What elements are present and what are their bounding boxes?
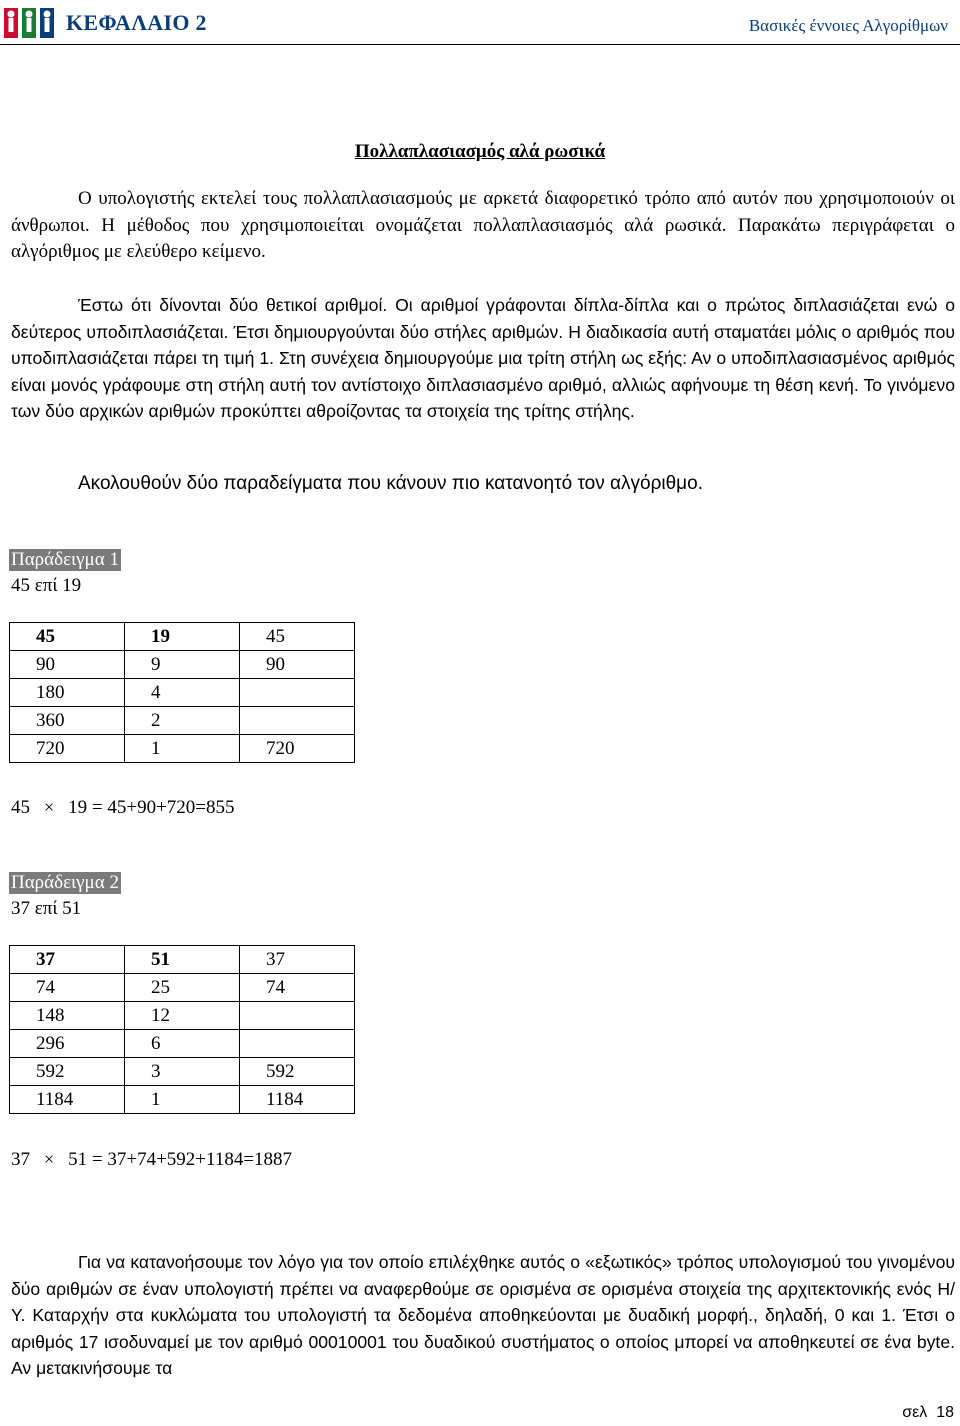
table-cell: 592 bbox=[240, 1058, 355, 1086]
times-icon: × bbox=[44, 797, 55, 817]
table-cell: 37 bbox=[10, 946, 125, 974]
table-cell: 3 bbox=[125, 1058, 240, 1086]
school-logo-icon bbox=[2, 6, 56, 40]
examples-intro: Ακολουθούν δύο παραδείγματα που κάνουν πιο κατανοητό τον αλγόριθμο. bbox=[78, 473, 703, 494]
table-cell bbox=[240, 1030, 355, 1058]
table-row bbox=[10, 1002, 355, 1030]
section-title: Βασικές έννοιες Αλγορίθμων bbox=[748, 16, 948, 35]
table-cell: 1184 bbox=[240, 1086, 355, 1114]
table-cell: 148 bbox=[10, 1002, 125, 1030]
table-cell bbox=[240, 679, 355, 707]
table-cell: 1184 bbox=[10, 1086, 125, 1114]
table-cell: 180 bbox=[10, 679, 125, 707]
intro-paragraph: Ο υπολογιστής εκτελεί τους πολλαπλασιασμούς με αρκετά διαφορετικό τρόπο από αυτόν που χρησιμοποιούν οι άνθρωποι. Η μέθοδος που χρησιμοποιείται ονομάζεται πολλαπλασιασμός αλά ρωσικά. Παρακάτω περιγράφεται ο αλγόριθμος με ελεύθερο κείμενο. bbox=[11, 188, 955, 262]
example-2-table bbox=[9, 945, 355, 1114]
page-number bbox=[902, 1404, 954, 1422]
table-cell: 74 bbox=[240, 974, 355, 1002]
table-row bbox=[10, 679, 355, 707]
example-1-label: Παράδειγμα 1 bbox=[11, 549, 119, 570]
times-icon: × bbox=[44, 1149, 55, 1169]
table-cell: 9 bbox=[125, 651, 240, 679]
algorithm-paragraph: Έστω ότι δίνονται δύο θετικοί αριθμοί. Οι αριθμοί γράφονται δίπλα-δίπλα και ο πρώτος διπλασιάζεται ενώ ο δεύτερος υποδιπλασιάζεται. Έτσι δημιουργούνται δύο στήλες αριθμών. Η διαδικασία αυτή σταματάει μόλις ο αριθμός που υποδιπλασιάζεται πάρει τη τιμή 1. Στη συνέχεια δημιουργούμε μια τρίτη στήλη ως εξής: Αν ο υποδιπλασιασμένος αριθμός είναι μονός γράφουμε στη στήλη αυτή τον αντίστοιχο διπλασιασμένο αριθμό, αλλιώς αφήνουμε τη θέση κενή. Το γινόμενο των δύο αρχικών αριθμών προκύπτει αθροίζοντας τα στοιχεία της τρίτης στήλης. bbox=[11, 295, 955, 421]
example-1-table bbox=[9, 622, 355, 763]
table-cell: 1 bbox=[125, 735, 240, 763]
table-cell: 37 bbox=[240, 946, 355, 974]
example-1-result-right: 19 = 45+90+720=855 bbox=[68, 797, 235, 818]
table-cell: 19 bbox=[125, 623, 240, 651]
chapter-title: ΚΕΦΑΛΑΙΟ 2 bbox=[66, 10, 207, 35]
table-row bbox=[10, 974, 355, 1002]
table-cell: 90 bbox=[10, 651, 125, 679]
table-row bbox=[10, 707, 355, 735]
table-cell bbox=[240, 707, 355, 735]
example-2-result-right: 51 = 37+74+592+1184=1887 bbox=[68, 1149, 293, 1170]
table-row bbox=[10, 1086, 355, 1114]
table-cell: 90 bbox=[240, 651, 355, 679]
table-cell: 720 bbox=[10, 735, 125, 763]
table-cell bbox=[240, 1002, 355, 1030]
table-row bbox=[10, 623, 355, 651]
table-row bbox=[10, 735, 355, 763]
table-cell: 592 bbox=[10, 1058, 125, 1086]
page-prefix: σελ bbox=[902, 1404, 928, 1421]
table-cell: 45 bbox=[10, 623, 125, 651]
table-cell: 25 bbox=[125, 974, 240, 1002]
table-cell: 51 bbox=[125, 946, 240, 974]
table-row bbox=[10, 651, 355, 679]
table-cell: 360 bbox=[10, 707, 125, 735]
table-row bbox=[10, 1058, 355, 1086]
table-cell: 720 bbox=[240, 735, 355, 763]
table-cell: 4 bbox=[125, 679, 240, 707]
table-cell: 45 bbox=[240, 623, 355, 651]
page-title: Πολλαπλασιασμός αλά ρωσικά bbox=[354, 141, 606, 162]
table-cell: 6 bbox=[125, 1030, 240, 1058]
example-1-result bbox=[11, 795, 235, 820]
table-cell: 74 bbox=[10, 974, 125, 1002]
example-2-label: Παράδειγμα 2 bbox=[11, 872, 119, 893]
example-1-subtitle: 45 επί 19 bbox=[11, 575, 82, 596]
page-number-value: 18 bbox=[936, 1404, 954, 1421]
table-cell: 296 bbox=[10, 1030, 125, 1058]
table-cell: 1 bbox=[125, 1086, 240, 1114]
table-row bbox=[10, 1030, 355, 1058]
table-cell: 2 bbox=[125, 707, 240, 735]
table-cell: 12 bbox=[125, 1002, 240, 1030]
example-2-subtitle: 37 επί 51 bbox=[11, 898, 82, 919]
closing-paragraph: Για να κατανοήσουμε τον λόγο για τον οποίο επιλέχθηκε αυτός ο «εξωτικός» τρόπος υπολογισμού του γινομένου δύο αριθμών σε έναν υπολογιστή πρέπει να αναφερθούμε σε ορισμένα σε ορισμένα στοιχεία της αρχιτεκτονικής ενός Η/Υ. Καταρχήν στα κυκλώματα του υπολογιστή τα δεδομένα αποθηκεύονται με δυαδική μορφή., δηλαδή, 0 και 1. Έτσι ο αριθμός 17 ισοδυναμεί με τον αριθμό 00010001 του δυαδικού συστήματος ο οποίος μπορεί να αποθηκευτεί σε ένα byte. Αν μετακινήσουμε τα bbox=[11, 1252, 955, 1378]
example-2-result bbox=[11, 1147, 292, 1172]
table-row bbox=[10, 946, 355, 974]
page-header bbox=[0, 0, 960, 45]
example-1-result-left: 45 bbox=[11, 797, 30, 818]
example-2-result-left: 37 bbox=[11, 1149, 30, 1170]
